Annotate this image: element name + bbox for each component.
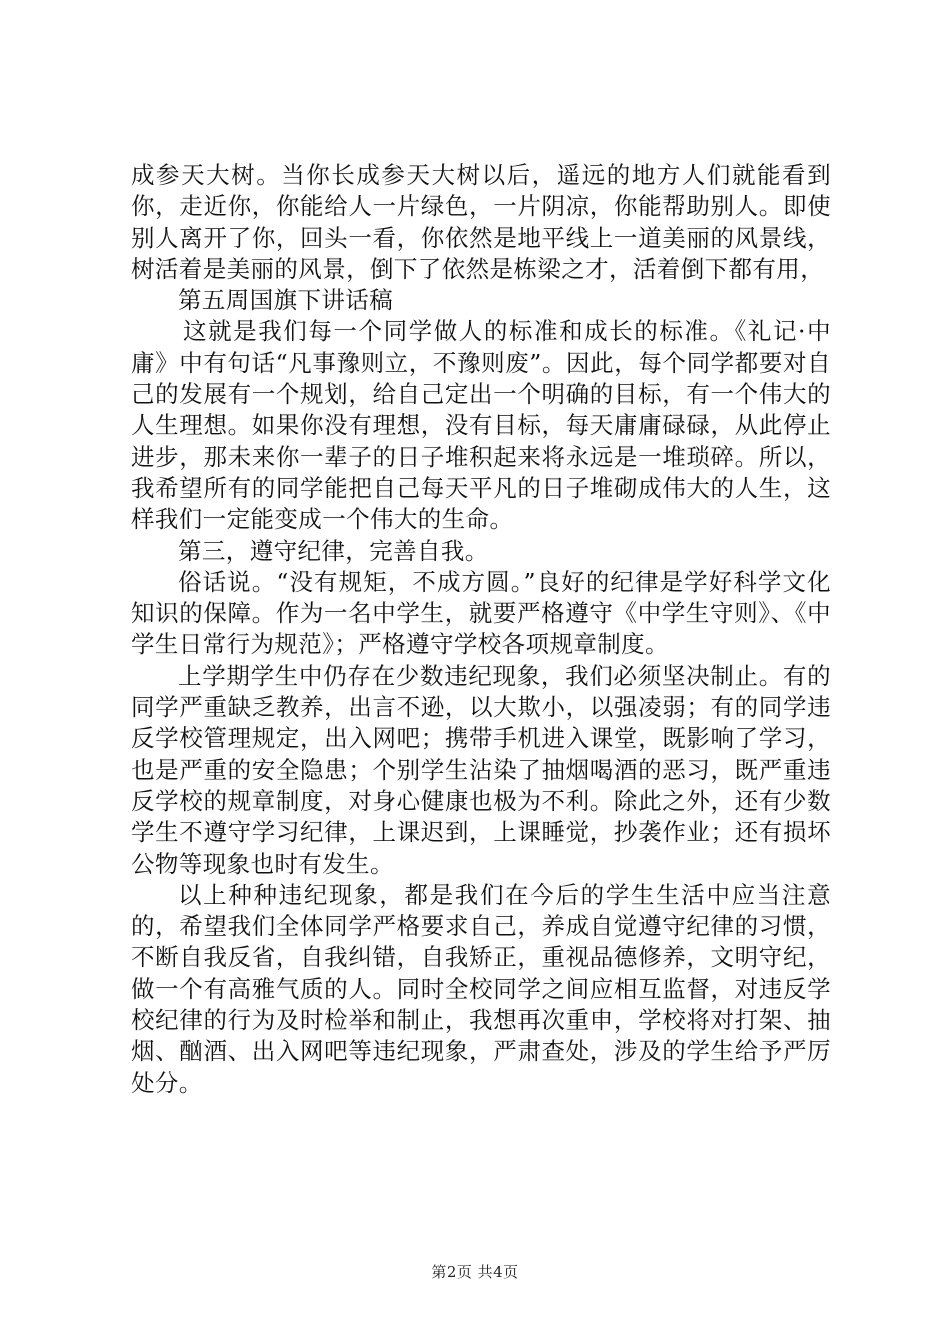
paragraph-violations: 上学期学生中仍存在少数违纪现象，我们必须坚决制止。有的同学严重缺乏教养，出言不逊，以大欺小，以强凌弱；有的同学违反学校管理规定，出入网吧；携带手机进入课堂，既影响了学习，也是严重的安全隐患；个别学生沾染了抽烟喝酒的恶习，既严重违反学校的规章制度，对身心健康也极为不利。除此之外，还有少数学生不遵守学习纪律，上课迟到，上课睡觉，抄袭作业；还有损坏公物等现象也时有发生。: [131, 661, 831, 878]
paragraph-life-goals: 这就是我们每一个同学做人的标准和成长的标准。《礼记·中庸》中有句话“凡事豫则立，不豫则废”。因此，每个同学都要对自己的发展有一个规划，给自己定出一个明确的目标，有一个伟大的人生理想。如果你没有理想，没有目标，每天庸庸碌碌，从此停止进步，那未来你一辈子的日子堆积起来将永远是一堆琐碎。所以，我希望所有的同学能把自己每天平凡的日子堆砌成伟大的人生，这样我们一定能变成一个伟大的生命。: [131, 317, 831, 534]
section-heading-speech-title: 第五周国旗下讲话稿: [178, 286, 394, 315]
section-heading-discipline: 第三，遵守纪律，完善自我。: [178, 536, 489, 565]
document-body: [131, 160, 831, 1099]
paragraph-expectations: 以上种种违纪现象，都是我们在今后的学生生活中应当注意的，希望我们全体同学严格要求自己，养成自觉遵守纪律的习惯，不断自我反省，自我纠错，自我矫正，重视品德修养，文明守纪，做一个有高雅气质的人。同时全校同学之间应相互监督，对违反学校纪律的行为及时检举和制止，我想再次重申，学校将对打架、抽烟、酗酒、出入网吧等违纪现象，严肃查处，涉及的学生给予严厉处分。: [131, 880, 831, 1097]
paragraph-rules: 俗话说。“没有规矩，不成方圆。”良好的纪律是学好科学文化知识的保障。作为一名中学生，就要严格遵守《中学生守则》、《中学生日常行为规范》；严格遵守学校各项规章制度。: [131, 567, 831, 659]
page-footer: 第2页 共4页: [431, 1263, 519, 1281]
paragraph-tree-metaphor: 成参天大树。当你长成参天大树以后，遥远的地方人们就能看到你，走近你，你能给人一片绿色，一片阴凉，你能帮助别人。即使别人离开了你，回头一看，你依然是地平线上一道美丽的风景线，树活着是美丽的风景，倒下了依然是栋梁之才，活着倒下都有用，: [131, 161, 831, 283]
